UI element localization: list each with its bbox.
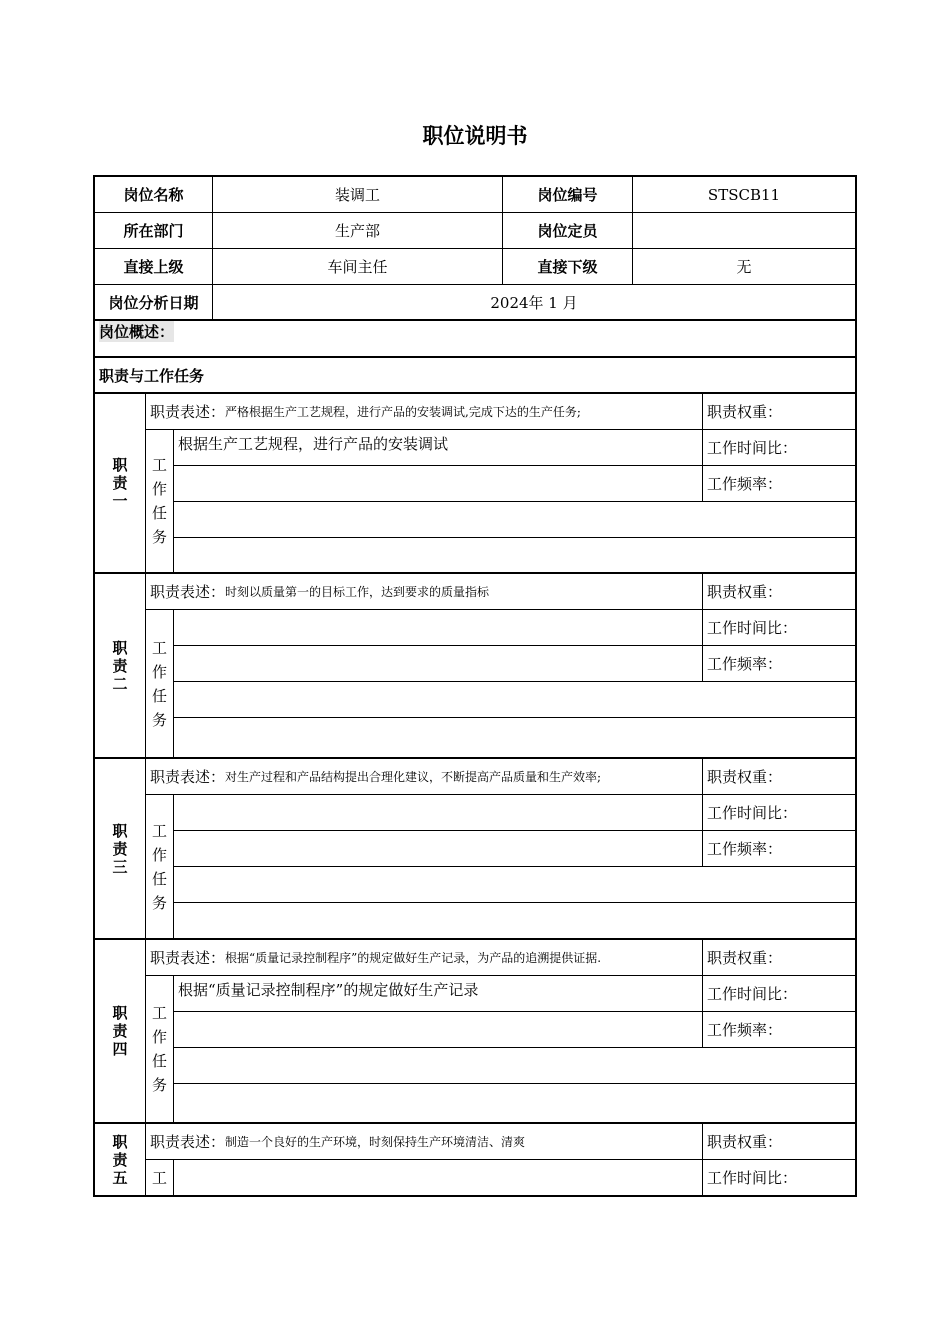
duty-desc-prefix: 职责表述：	[150, 583, 226, 601]
duty-name-char: 责	[112, 656, 128, 675]
task-label	[146, 430, 174, 572]
task-row	[174, 795, 703, 831]
weight-label: 职责权重：	[703, 394, 855, 430]
duty-desc-prefix: 职责表述：	[150, 768, 226, 786]
value-department: 生产部	[213, 213, 503, 249]
time-ratio-label: 工作时间比：	[703, 610, 855, 646]
duty-desc-prefix: 职责表述：	[150, 403, 226, 421]
task-label-char: 作	[151, 1028, 167, 1046]
task-label-char: 作	[151, 662, 167, 681]
task-label-char: 工	[151, 821, 167, 840]
frequency-label: 工作频率：	[703, 646, 855, 682]
duties-label: 职责与工作任务	[99, 366, 205, 385]
duty-name-char: 一	[112, 492, 128, 510]
duty-block	[93, 572, 857, 759]
weight-label: 职责权重：	[703, 574, 855, 610]
duty-name-char: 职	[112, 1132, 128, 1151]
value-position-name: 装调工	[213, 177, 503, 213]
task-label-char: 任	[151, 686, 167, 705]
task-label-char: 任	[151, 504, 167, 522]
label-analysis-date: 岗位分析日期	[95, 285, 213, 319]
task-label-char: 务	[151, 528, 167, 546]
duty-name-char: 责	[112, 839, 128, 858]
frequency-label: 工作频率：	[703, 466, 855, 502]
duty-name-char: 责	[112, 1022, 128, 1040]
task-row	[174, 903, 855, 938]
frequency-label: 工作频率：	[703, 1012, 855, 1048]
duty-block	[93, 392, 857, 574]
duty-desc-text: 对生产过程和产品结构提出合理化建议，不断提高产品质量和生产效率;	[225, 770, 602, 784]
task-row	[174, 1160, 703, 1195]
task-label-char: 务	[151, 1076, 167, 1094]
duty-name	[95, 574, 146, 757]
task-row	[174, 867, 855, 903]
duty-desc-prefix: 职责表述：	[150, 949, 226, 967]
value-analysis-date: 2024年 1 月	[490, 293, 578, 312]
task-label-char: 务	[151, 893, 167, 912]
duty-description	[146, 1124, 703, 1160]
time-ratio-label: 工作时间比：	[707, 1169, 798, 1187]
task-row	[174, 718, 855, 757]
duty-desc-prefix: 职责表述：	[150, 1133, 226, 1151]
label-headcount: 岗位定员	[503, 213, 633, 249]
duty-description	[146, 759, 703, 795]
label-subordinate: 直接下级	[503, 249, 633, 285]
task-label-char: 工	[151, 638, 167, 657]
duty-name-char: 职	[112, 456, 128, 474]
weight-label: 职责权重：	[703, 759, 855, 795]
duty-desc-text: 制造一个良好的生产环境，时刻保持生产环境清洁、清爽	[225, 1135, 526, 1149]
duty-block	[93, 938, 857, 1124]
task-label	[146, 610, 174, 757]
task-label	[146, 976, 174, 1122]
duty-name	[95, 1124, 146, 1195]
task-label-char: 工	[151, 456, 167, 474]
duty-desc-text: 时刻以质量第一的目标工作，达到要求的质量指标	[225, 585, 490, 599]
duty-description	[146, 574, 703, 610]
task-row	[174, 1048, 855, 1084]
duty-name-char: 三	[112, 857, 128, 876]
overview-section	[93, 319, 857, 358]
overview-label: 岗位概述：	[99, 323, 175, 341]
task-row: 根据“质量记录控制程序”的规定做好生产记录	[174, 976, 703, 1012]
duties-header	[93, 356, 857, 394]
duty-name-char: 职	[112, 821, 128, 840]
duty-name-char: 责	[112, 474, 128, 492]
duty-name-char: 五	[112, 1168, 128, 1187]
duty-name	[95, 940, 146, 1122]
label-department: 所在部门	[95, 213, 213, 249]
task-row	[174, 1012, 703, 1048]
frequency-label: 工作频率：	[703, 831, 855, 867]
label-position-code: 岗位编号	[503, 177, 633, 213]
task-row: 根据生产工艺规程，进行产品的安装调试	[174, 430, 703, 466]
label-position-name: 岗位名称	[95, 177, 213, 213]
task-label	[146, 795, 174, 938]
duty-name	[95, 394, 146, 572]
duty-desc-text: 严格根据生产工艺规程，进行产品的安装调试,完成下达的生产任务;	[225, 405, 581, 419]
task-row	[174, 682, 855, 718]
task-label-char: 工	[151, 1168, 167, 1187]
task-label-char: 任	[151, 1052, 167, 1070]
duty-block	[93, 757, 857, 940]
duty-name-char: 四	[112, 1040, 128, 1058]
task-row	[174, 466, 703, 502]
task-label-char: 务	[151, 710, 167, 729]
duty-description	[146, 940, 703, 976]
basic-info-table	[93, 175, 857, 321]
task-label-char: 作	[151, 845, 167, 864]
label-superior: 直接上级	[95, 249, 213, 285]
duty-name-char: 职	[112, 1004, 128, 1022]
time-ratio-label: 工作时间比：	[703, 976, 855, 1012]
value-position-code: STSCB11	[633, 177, 855, 213]
task-row	[174, 538, 855, 572]
task-row	[174, 610, 703, 646]
task-row	[174, 831, 703, 867]
value-headcount	[633, 213, 855, 249]
task-row	[174, 502, 855, 538]
task-label-char: 任	[151, 869, 167, 888]
duty-name-char: 责	[112, 1150, 128, 1169]
task-label-char: 工	[151, 1004, 167, 1022]
duty-description	[146, 394, 703, 430]
value-subordinate: 无	[633, 249, 855, 285]
weight-label: 职责权重：	[703, 940, 855, 976]
task-label-char: 作	[151, 480, 167, 498]
duty-name-char: 二	[112, 674, 128, 693]
duty-desc-text: 根据“质量记录控制程序”的规定做好生产记录，为产品的追溯提供证据.	[225, 951, 602, 965]
duty-block	[93, 1122, 857, 1197]
task-label	[146, 1160, 174, 1195]
task-row	[174, 1084, 855, 1122]
time-ratio-label: 工作时间比：	[703, 430, 855, 466]
time-ratio-label: 工作时间比：	[703, 795, 855, 831]
value-superior: 车间主任	[213, 249, 503, 285]
duty-name-char: 职	[112, 638, 128, 657]
weight-label: 职责权重：	[703, 1124, 855, 1160]
task-row	[174, 646, 703, 682]
duty-name	[95, 759, 146, 938]
page-title: 职位说明书	[422, 124, 528, 148]
